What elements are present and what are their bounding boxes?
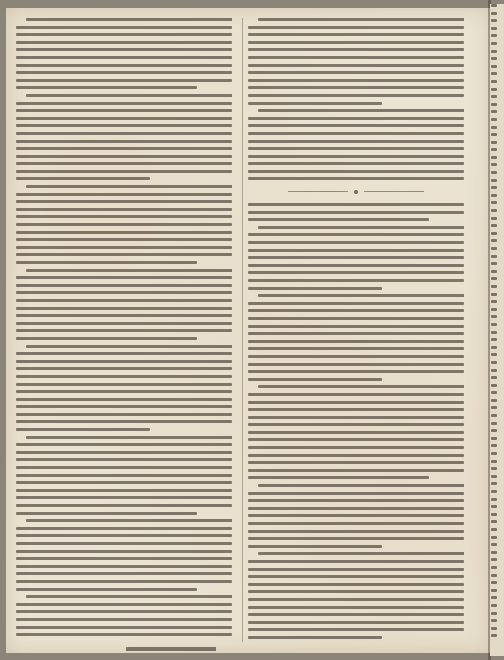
text-line-placeholder <box>248 370 464 373</box>
text-line-placeholder <box>16 223 232 226</box>
text-line-placeholder <box>16 451 232 454</box>
text-line-placeholder <box>248 469 464 472</box>
text-line-placeholder <box>16 542 232 545</box>
text-line-placeholder <box>16 86 197 89</box>
text-line-placeholder <box>16 420 232 423</box>
text-line-placeholder <box>16 291 232 294</box>
text-line-placeholder <box>248 264 464 267</box>
text-line-placeholder <box>491 34 497 37</box>
text-line-placeholder <box>248 378 382 381</box>
text-line-placeholder <box>491 194 497 197</box>
text-line-placeholder <box>16 496 232 499</box>
text-line-placeholder <box>16 64 232 67</box>
text-line-placeholder <box>491 505 497 508</box>
adjacent-page-strip <box>490 4 504 656</box>
text-line-placeholder <box>16 633 232 636</box>
text-line-placeholder <box>491 543 497 546</box>
text-line-placeholder <box>16 140 232 143</box>
text-line-placeholder <box>248 530 464 533</box>
text-line-placeholder <box>491 422 497 425</box>
text-line-placeholder <box>26 18 232 21</box>
text-line-placeholder <box>26 519 232 522</box>
text-line-placeholder <box>248 492 464 495</box>
text-line-placeholder <box>491 460 497 463</box>
text-line-placeholder <box>491 12 497 15</box>
text-line-placeholder <box>248 522 464 525</box>
text-line-placeholder <box>16 41 232 44</box>
text-line-placeholder <box>491 536 497 539</box>
text-line-placeholder <box>16 527 232 530</box>
text-line-placeholder <box>16 504 232 507</box>
text-line-placeholder <box>248 71 464 74</box>
text-line-placeholder <box>248 401 464 404</box>
text-line-placeholder <box>248 162 464 165</box>
text-line-placeholder <box>491 475 497 478</box>
text-line-placeholder <box>248 575 464 578</box>
text-line-placeholder <box>248 499 464 502</box>
text-line-placeholder <box>491 520 497 523</box>
text-line-placeholder <box>491 346 497 349</box>
right-column-text <box>248 18 464 639</box>
text-line-placeholder <box>491 604 497 607</box>
text-line-placeholder <box>491 57 497 60</box>
text-line-placeholder <box>491 110 497 113</box>
text-line-placeholder <box>491 270 497 273</box>
text-line-placeholder <box>26 436 232 439</box>
text-line-placeholder <box>16 618 232 621</box>
text-line-placeholder <box>16 557 232 560</box>
text-line-placeholder <box>258 552 464 555</box>
text-line-placeholder <box>26 94 232 97</box>
text-line-placeholder <box>16 117 232 120</box>
text-line-placeholder <box>491 95 497 98</box>
text-line-placeholder <box>16 71 232 74</box>
text-line-placeholder <box>16 428 150 431</box>
text-line-placeholder <box>16 443 232 446</box>
text-line-placeholder <box>16 352 232 355</box>
text-line-placeholder <box>16 534 232 537</box>
text-line-placeholder <box>248 568 464 571</box>
text-line-placeholder <box>16 610 232 613</box>
left-column-text <box>16 18 232 636</box>
text-line-placeholder <box>491 429 497 432</box>
text-line-placeholder <box>491 42 497 45</box>
text-line-placeholder <box>16 375 232 378</box>
text-line-placeholder <box>248 203 464 206</box>
text-line-placeholder <box>16 550 232 553</box>
text-line-placeholder <box>248 64 464 67</box>
text-line-placeholder <box>26 185 232 188</box>
text-line-placeholder <box>248 340 464 343</box>
text-line-placeholder <box>491 103 497 106</box>
text-line-placeholder <box>16 162 232 165</box>
text-line-placeholder <box>491 4 497 7</box>
text-line-placeholder <box>248 446 464 449</box>
text-line-placeholder <box>16 261 197 264</box>
text-line-placeholder <box>16 231 232 234</box>
text-line-placeholder <box>258 109 464 112</box>
column-rule <box>242 18 243 642</box>
text-line-placeholder <box>248 94 464 97</box>
text-line-placeholder <box>491 126 497 129</box>
text-line-placeholder <box>258 226 464 229</box>
text-line-placeholder <box>248 177 464 180</box>
text-line-placeholder <box>16 26 232 29</box>
text-line-placeholder <box>16 200 232 203</box>
text-line-placeholder <box>248 461 464 464</box>
text-line-placeholder <box>248 621 464 624</box>
text-line-placeholder <box>491 285 497 288</box>
text-line-placeholder <box>491 634 497 637</box>
text-line-placeholder <box>491 72 497 75</box>
text-line-placeholder <box>491 88 497 91</box>
text-line-placeholder <box>491 80 497 83</box>
text-line-placeholder <box>16 56 232 59</box>
text-line-placeholder <box>248 636 382 639</box>
text-line-placeholder <box>248 476 429 479</box>
text-line-placeholder <box>248 332 464 335</box>
text-line-placeholder <box>491 323 497 326</box>
text-line-placeholder <box>248 454 464 457</box>
text-line-placeholder <box>491 19 497 22</box>
text-line-placeholder <box>16 193 232 196</box>
text-line-placeholder <box>491 277 497 280</box>
text-line-placeholder <box>248 256 464 259</box>
text-line-placeholder <box>248 48 464 51</box>
text-line-placeholder <box>248 598 464 601</box>
text-line-placeholder <box>16 307 232 310</box>
text-line-placeholder <box>491 156 497 159</box>
text-line-placeholder <box>491 338 497 341</box>
text-line-placeholder <box>491 27 497 30</box>
text-line-placeholder <box>248 56 464 59</box>
text-line-placeholder <box>491 300 497 303</box>
text-line-placeholder <box>491 437 497 440</box>
text-line-placeholder <box>248 309 464 312</box>
text-line-placeholder <box>16 413 232 416</box>
text-line-placeholder <box>16 572 232 575</box>
text-line-placeholder <box>258 18 464 21</box>
text-line-placeholder <box>16 489 232 492</box>
text-line-placeholder <box>258 294 464 297</box>
text-line-placeholder <box>248 347 464 350</box>
text-line-placeholder <box>491 467 497 470</box>
text-line-placeholder <box>16 238 232 241</box>
text-line-placeholder <box>491 353 497 356</box>
text-line-placeholder <box>491 217 497 220</box>
text-line-placeholder <box>491 65 497 68</box>
text-line-placeholder <box>26 345 232 348</box>
text-line-placeholder <box>491 315 497 318</box>
text-line-placeholder <box>248 132 464 135</box>
text-line-placeholder <box>248 26 464 29</box>
text-line-placeholder <box>16 565 232 568</box>
text-line-placeholder <box>248 438 464 441</box>
text-line-placeholder <box>248 155 464 158</box>
text-line-placeholder <box>491 414 497 417</box>
right-column <box>248 18 464 642</box>
text-line-placeholder <box>248 233 464 236</box>
text-line-placeholder <box>16 109 232 112</box>
text-line-placeholder <box>491 627 497 630</box>
text-line-placeholder <box>491 528 497 531</box>
text-line-placeholder <box>248 287 382 290</box>
text-line-placeholder <box>248 86 464 89</box>
text-line-placeholder <box>258 385 464 388</box>
text-line-placeholder <box>491 574 497 577</box>
text-line-placeholder <box>16 458 232 461</box>
text-line-placeholder <box>248 613 464 616</box>
text-line-placeholder <box>248 583 464 586</box>
text-line-placeholder <box>491 293 497 296</box>
text-line-placeholder <box>491 612 497 615</box>
text-line-placeholder <box>16 253 232 256</box>
text-line-placeholder <box>491 201 497 204</box>
text-line-placeholder <box>491 186 497 189</box>
text-line-placeholder <box>16 474 232 477</box>
text-line-placeholder <box>248 537 464 540</box>
text-line-placeholder <box>491 239 497 242</box>
text-line-placeholder <box>491 596 497 599</box>
text-line-placeholder <box>491 482 497 485</box>
text-line-placeholder <box>491 262 497 265</box>
text-line-placeholder <box>16 314 232 317</box>
text-line-placeholder <box>16 367 232 370</box>
text-line-placeholder <box>491 566 497 569</box>
text-line-placeholder <box>248 363 464 366</box>
text-line-placeholder <box>248 325 464 328</box>
text-line-placeholder <box>491 589 497 592</box>
text-line-placeholder <box>491 444 497 447</box>
text-line-placeholder <box>491 558 497 561</box>
text-line-placeholder <box>248 211 464 214</box>
text-line-placeholder <box>491 619 497 622</box>
text-line-placeholder <box>248 590 464 593</box>
text-line-placeholder <box>248 545 382 548</box>
text-line-placeholder <box>248 271 464 274</box>
text-line-placeholder <box>16 360 232 363</box>
text-line-placeholder <box>16 588 197 591</box>
text-line-placeholder <box>16 512 197 515</box>
section-divider <box>248 185 464 199</box>
text-line-placeholder <box>491 406 497 409</box>
text-line-placeholder <box>491 133 497 136</box>
text-line-placeholder <box>16 177 150 180</box>
text-line-placeholder <box>248 249 464 252</box>
text-line-placeholder <box>16 132 232 135</box>
text-line-placeholder <box>248 628 464 631</box>
adjacent-page-text <box>490 4 504 637</box>
text-line-placeholder <box>16 48 232 51</box>
text-line-placeholder <box>16 276 232 279</box>
text-line-placeholder <box>248 507 464 510</box>
text-line-placeholder <box>16 329 232 332</box>
text-line-placeholder <box>248 147 464 150</box>
text-line-placeholder <box>491 391 497 394</box>
text-line-placeholder <box>491 308 497 311</box>
text-line-placeholder <box>248 124 464 127</box>
text-line-placeholder <box>248 514 464 517</box>
text-line-placeholder <box>248 102 382 105</box>
text-line-placeholder <box>491 331 497 334</box>
text-line-placeholder <box>16 603 232 606</box>
left-column <box>16 18 232 642</box>
text-line-placeholder <box>491 376 497 379</box>
text-line-placeholder <box>491 171 497 174</box>
text-line-placeholder <box>16 215 232 218</box>
text-line-placeholder <box>16 383 232 386</box>
text-line-placeholder <box>491 232 497 235</box>
text-line-placeholder <box>26 269 232 272</box>
text-line-placeholder <box>248 241 464 244</box>
text-line-placeholder <box>491 148 497 151</box>
text-line-placeholder <box>248 393 464 396</box>
text-line-placeholder <box>16 284 232 287</box>
text-line-placeholder <box>491 513 497 516</box>
text-line-placeholder <box>16 208 232 211</box>
text-line-placeholder <box>248 606 464 609</box>
text-line-placeholder <box>491 384 497 387</box>
text-line-placeholder <box>491 452 497 455</box>
text-line-placeholder <box>491 50 497 53</box>
text-line-placeholder <box>16 102 232 105</box>
text-line-placeholder <box>16 33 232 36</box>
text-line-placeholder <box>491 551 497 554</box>
text-line-placeholder <box>491 179 497 182</box>
text-line-placeholder <box>16 466 232 469</box>
text-line-placeholder <box>491 361 497 364</box>
text-line-placeholder <box>491 581 497 584</box>
text-line-placeholder <box>248 140 464 143</box>
text-line-placeholder <box>16 580 232 583</box>
text-line-placeholder <box>248 302 464 305</box>
text-line-placeholder <box>16 626 232 629</box>
text-line-placeholder <box>16 299 232 302</box>
text-line-placeholder <box>16 405 232 408</box>
text-line-placeholder <box>491 247 497 250</box>
text-line-placeholder <box>16 398 232 401</box>
text-line-placeholder <box>248 218 429 221</box>
text-line-placeholder <box>16 155 232 158</box>
text-line-placeholder <box>16 246 232 249</box>
text-line-placeholder <box>248 33 464 36</box>
text-line-placeholder <box>491 163 497 166</box>
text-line-placeholder <box>491 399 497 402</box>
text-line-placeholder <box>16 481 232 484</box>
text-line-placeholder <box>16 124 232 127</box>
text-line-placeholder <box>248 416 464 419</box>
continuation-footer <box>126 647 216 651</box>
text-line-placeholder <box>491 255 497 258</box>
text-line-placeholder <box>248 355 464 358</box>
text-line-placeholder <box>491 498 497 501</box>
text-line-placeholder <box>248 317 464 320</box>
text-line-placeholder <box>16 170 232 173</box>
text-line-placeholder <box>16 147 232 150</box>
text-line-placeholder <box>248 79 464 82</box>
text-line-placeholder <box>16 337 197 340</box>
text-line-placeholder <box>248 560 464 563</box>
text-line-placeholder <box>491 118 497 121</box>
text-line-placeholder <box>16 79 232 82</box>
newspaper-page <box>6 8 490 653</box>
text-line-placeholder <box>248 117 464 120</box>
text-line-placeholder <box>248 279 464 282</box>
text-line-placeholder <box>248 431 464 434</box>
text-line-placeholder <box>491 490 497 493</box>
text-line-placeholder <box>248 408 464 411</box>
text-line-placeholder <box>248 170 464 173</box>
text-line-placeholder <box>26 595 232 598</box>
text-line-placeholder <box>16 322 232 325</box>
text-line-placeholder <box>258 484 464 487</box>
text-line-placeholder <box>248 41 464 44</box>
text-line-placeholder <box>248 423 464 426</box>
text-line-placeholder <box>491 224 497 227</box>
text-line-placeholder <box>491 369 497 372</box>
text-line-placeholder <box>16 390 232 393</box>
text-line-placeholder <box>491 141 497 144</box>
text-line-placeholder <box>491 209 497 212</box>
